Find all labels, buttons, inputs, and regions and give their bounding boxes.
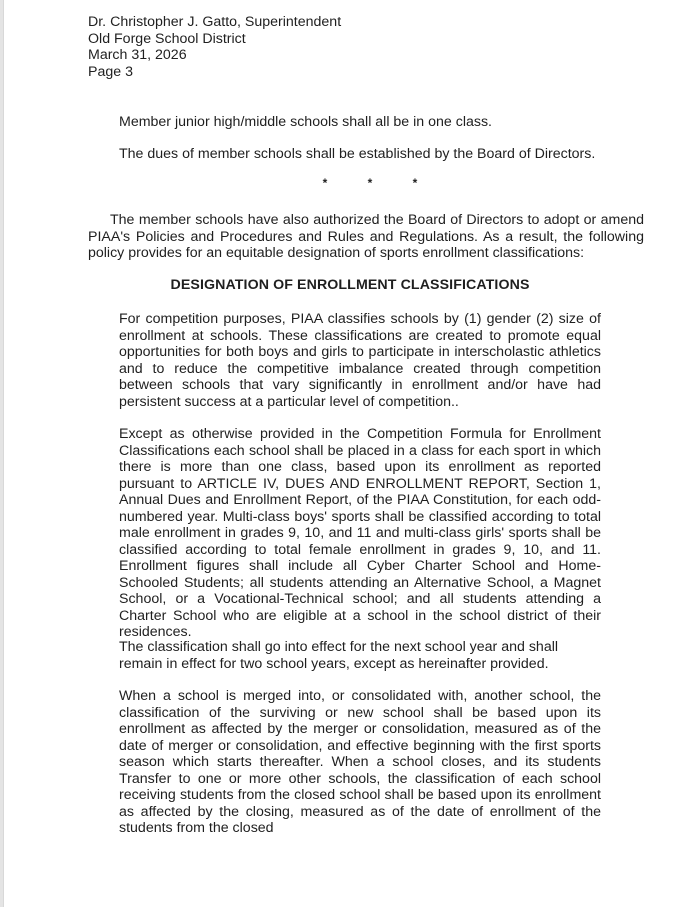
policy-paragraph-classification: Except as otherwise provided in the Competition Formula for Enrollment Classifications each school shall be placed in a class for each sport in which there is more than one class, based upon its enrollment as reported pursuant to ARTICLE IV, DUES AND ENROLLMENT REPORT, Section 1, Annual Dues and Enrollment Report, of the PIAA Constitution, for each odd-numbered year. Multi-class boys' sports shall be classified according to total male enrollment in grades 9, 10, and 11 and multi-class girls' sports shall be classified according to total female enrollment in grades 9, 10, and 11. Enrollment figures shall include all Cyber Charter School and Home-Schooled Students; all students attending an Alternative School, a Magnet School, or a Vocational-Technical school; and all students attending a Charter School who are eligible at a school in the school district of their residences.	[119, 426, 601, 640]
organization-line: Old Forge School District	[88, 30, 246, 47]
separator-asterisk: *	[412, 176, 418, 190]
policy-paragraph-mergers: When a school is merged into, or consolidated with, another school, the classification of the surviving or new school shall be based upon its enrollment as affected by the merger or consolidation, measured as of the date of merger or consolidation, and effective beginning with the first sports season which starts thereafter. When a school closes, and its students Transfer to one or more other schools, the classification of each school receiving students from the closed school shall be based upon its enrollment as affected by the closing, measured as of the date of enrollment of the students from the closed	[119, 688, 601, 836]
policy-paragraph-purpose: For competition purposes, PIAA classifies schools by (1) gender (2) size of enrollment at schools. These classifications are created to promote equal opportunities for both boys and girls to participate in interscholastic athletics and to reduce the competitive imbalance created through competition between schools that vary significantly in enrollment and/or have had persistent success at a particular level of competition..	[119, 311, 601, 410]
quoted-line-junior-high: Member junior high/middle schools shall all be in one class.	[119, 114, 493, 130]
recipient-line: Dr. Christopher J. Gatto, Superintendent	[88, 14, 342, 30]
separator-asterisk: *	[367, 176, 373, 190]
quoted-line-dues: The dues of member schools shall be established by the Board of Directors.	[119, 146, 596, 162]
policy-paragraph-duration: The classification shall go into effect for the next school year and shall remain in effect for two school years, except as hereinafter provided.	[119, 639, 559, 672]
separator-asterisk: *	[322, 176, 328, 190]
page-number-line: Page 3	[88, 63, 133, 80]
date-line: March 31, 2026	[88, 47, 187, 63]
section-heading: DESIGNATION OF ENROLLMENT CLASSIFICATIONS	[170, 277, 530, 293]
section-separator	[320, 176, 420, 190]
page-left-edge	[0, 0, 4, 907]
letter-header	[88, 14, 341, 80]
intro-paragraph: The member schools have also authorized the Board of Directors to adopt or amend PIAA's Policies and Procedures and Rules and Regulations. As a result, the following policy provides for an equitable designation of sports enrollment classifications:	[88, 212, 644, 261]
